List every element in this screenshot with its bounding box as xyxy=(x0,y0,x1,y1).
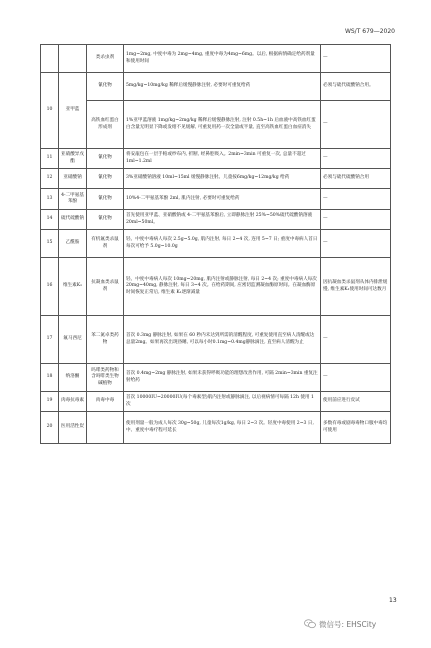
cell-method: 1%亚甲蓝溶液 1mg/kg~2mg/kg 稀释后缓慢静脉注射, 注射 0.5h~1h 后血液中高铁血红蛋白含量无明显下降或发绀不见缓解, 可重复用药一次全量或半量, 直至高铁血红蛋白血症消失 xyxy=(124,101,321,149)
cell-method: 首次 0.3mg 静脉注射, 如果在 60 秒内未达到所需的清醒程度, 可重复使用直至病人清醒或达总量2mg。如果再次出现昏睡, 可以每小时0.1mg~0.4mg静脉滴注, 直至病人清醒为止 xyxy=(124,316,321,364)
cell-num: 17 xyxy=(41,316,59,364)
cell-note: 必须与硫代硫酸钠合用。 xyxy=(321,73,391,101)
cell-name: 4-二甲氨基苯酚 xyxy=(59,189,87,210)
cell-note: — xyxy=(321,230,391,258)
table-row xyxy=(41,73,391,101)
cell-name: 维生素K₁ xyxy=(59,258,87,316)
wechat-icon xyxy=(304,619,316,629)
cell-type: 氰化物 xyxy=(87,73,124,101)
cell-type: 吗啡类药物和含吗啡类生物碱植物 xyxy=(87,364,124,392)
cell-note: — xyxy=(321,101,391,149)
table-row xyxy=(41,412,391,444)
cell-num: 12 xyxy=(41,169,59,189)
cell-name: 亚甲蓝 xyxy=(59,73,87,149)
cell-note: — xyxy=(321,45,391,73)
cell-name: 硫代硫酸钠 xyxy=(59,210,87,230)
table-row xyxy=(41,364,391,392)
cell-note: 因抗凝血类杀鼠剂从体内排泄缓慢, 维生素K₁使用时间可达数月 xyxy=(321,258,391,316)
cell-method: 使用剂量一般为成人每次 30g~50g, 儿童每次1g/kg, 每日 2~3 次。轻度中毒使用 2~3 日, 中、重度中毒疗程可延长 xyxy=(124,412,321,444)
cell-note: 使用前应进行皮试 xyxy=(321,392,391,412)
cell-name: 氟马西尼 xyxy=(59,316,87,364)
table-row xyxy=(41,210,391,230)
cell-method: 将安瓿包在一层手帕或纱布内, 折断, 经鼻腔吸入。2min~3min 可重复一次, 总量不超过 1ml~1.2ml xyxy=(124,149,321,169)
cell-name: 亚硝酸异戊酯 xyxy=(59,149,87,169)
cell-name: 纳洛酮 xyxy=(59,364,87,392)
cell-note: — xyxy=(321,364,391,392)
cell-type: 高铁血红蛋白形成剂 xyxy=(87,101,124,149)
watermark-text: 微信号: EHSCity xyxy=(319,619,377,629)
standard-code: WS/T 679—2020 xyxy=(344,28,395,35)
cell-num: 15 xyxy=(41,230,59,258)
table-row xyxy=(41,230,391,258)
cell-note: 必须与硫代硫酸钠合用 xyxy=(321,169,391,189)
cell-name: 亚硝酸钠 xyxy=(59,169,87,189)
table-row xyxy=(41,101,391,149)
cell-method: 轻、中度中毒病人每次 2.5g~5.0g, 肌内注射, 每日 2~4 次, 连用 5~7 日; 重度中毒病人首日每次可给予 5.0g~10.0g xyxy=(124,230,321,258)
cell-num: 13 xyxy=(41,189,59,210)
cell-num: 11 xyxy=(41,149,59,169)
cell-num xyxy=(41,45,59,73)
table-row xyxy=(41,149,391,169)
cell-note: — xyxy=(321,189,391,210)
table-body xyxy=(41,45,391,444)
page-number: 13 xyxy=(389,597,397,604)
wechat-watermark xyxy=(304,618,376,630)
cell-note: — xyxy=(321,210,391,230)
cell-num: 16 xyxy=(41,258,59,316)
table-row xyxy=(41,258,391,316)
table-row xyxy=(41,45,391,73)
cell-note: — xyxy=(321,149,391,169)
cell-method: 首先使用亚甲蓝、亚硝酸钠或 4-二甲氨基苯酚后, 立即静脉注射 25%~50%硫代硫酸钠溶液 20ml~50ml。 xyxy=(124,210,321,230)
cell-name: 医用活性炭 xyxy=(59,412,87,444)
table-row xyxy=(41,392,391,412)
table-row xyxy=(41,169,391,189)
cell-num: 18 xyxy=(41,364,59,392)
antidote-table xyxy=(40,44,391,444)
cell-type: 氰化物 xyxy=(87,169,124,189)
cell-note: 多数有毒或剧毒毒物口服中毒均可使用 xyxy=(321,412,391,444)
cell-num: 19 xyxy=(41,392,59,412)
cell-type: 氰化物 xyxy=(87,149,124,169)
table-row xyxy=(41,189,391,210)
cell-method: 5mg/kg~10mg/kg 稀释后缓慢静脉注射, 必要时可重复给药 xyxy=(124,73,321,101)
cell-num: 10 xyxy=(41,73,59,149)
cell-method: 1mg~2mg, 中度中毒为 2mg~4mg, 重度中毒为4mg~6mg。以后, 根据病情确定给药剂量和使用时间 xyxy=(124,45,321,73)
cell-type: 氰化物 xyxy=(87,189,124,210)
cell-method: 首次 10000IU~20000IU(每个毒素型)肌内注射或静脉滴注, 以后视病情可每隔 12h 使用 1 次 xyxy=(124,392,321,412)
cell-name: 肉毒抗毒素 xyxy=(59,392,87,412)
cell-type: 氰化物 xyxy=(87,210,124,230)
cell-name xyxy=(59,45,87,73)
cell-method: 3%亚硝酸钠溶液 10ml~15ml 缓慢静脉注射。儿童按6mg/kg~12mg/kg 给药 xyxy=(124,169,321,189)
cell-name: 乙酰胺 xyxy=(59,230,87,258)
cell-note: — xyxy=(321,316,391,364)
cell-method: 轻、中度中毒病人每次 10mg~20mg, 肌内注射或静脉注射, 每日 2~4 次; 重度中毒病人每次20mg~40mg, 静脉注射, 每日 3~4 次。在给药期间, 应密切监测凝血酶原时间。在凝血酶原时间恢复正常后, 维生素 K₁逐渐减量 xyxy=(124,258,321,316)
cell-num: 20 xyxy=(41,412,59,444)
cell-method: 10%4-二甲氨基苯酚 2ml, 肌内注射, 必要时可重复给药 xyxy=(124,189,321,210)
cell-type: 抗凝血类杀鼠剂 xyxy=(87,258,124,316)
cell-method: 首次 0.4mg~2mg 静脉注射, 如果未获得呼吸功能的理想改善作用, 可隔 2min~3min 重复注射给药 xyxy=(124,364,321,392)
cell-num: 14 xyxy=(41,210,59,230)
cell-type: 苯二氮卓类药物 xyxy=(87,316,124,364)
cell-type: 有机氟类杀鼠剂 xyxy=(87,230,124,258)
cell-type xyxy=(87,412,124,444)
cell-type: 类杀虫剂 xyxy=(87,45,124,73)
table-row xyxy=(41,316,391,364)
cell-type: 肉毒中毒 xyxy=(87,392,124,412)
